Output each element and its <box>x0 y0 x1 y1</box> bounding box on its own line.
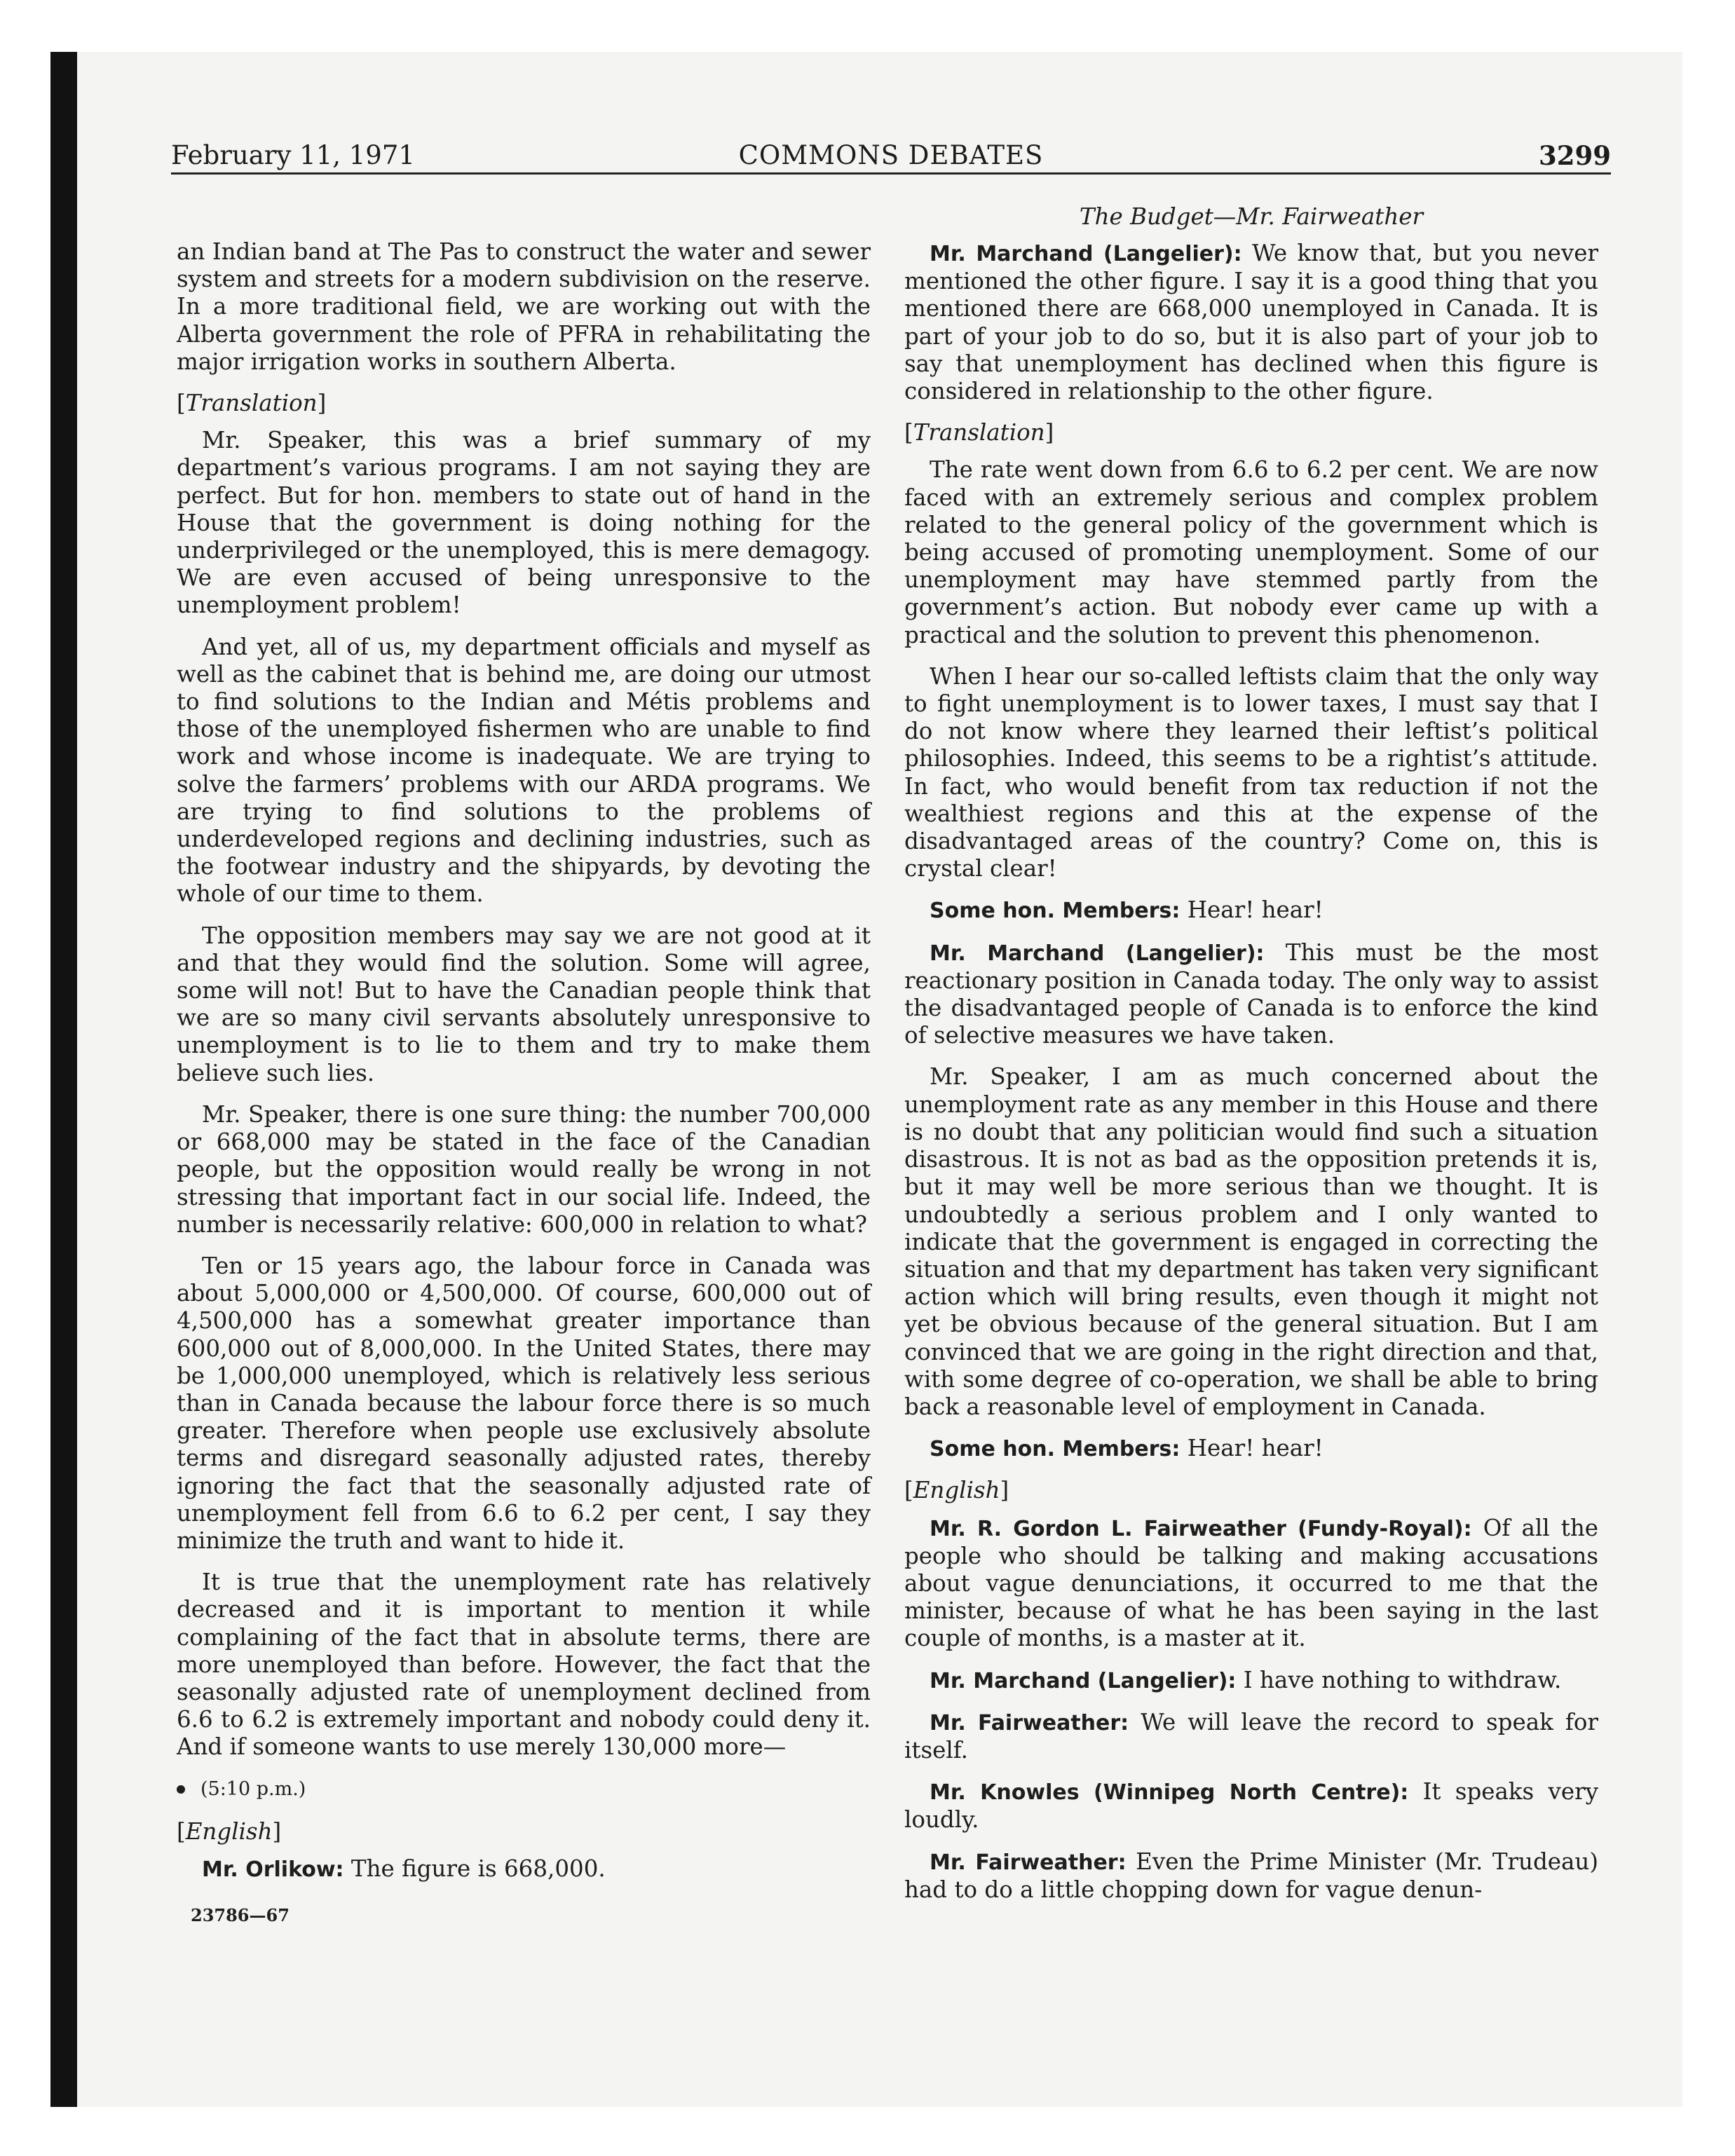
speaker-name: Some hon. Members: <box>930 899 1181 924</box>
time-stamp: (5:10 p.m.) <box>177 1775 871 1803</box>
right-column <box>904 240 1598 1918</box>
paragraph: The opposition members may say we are not good at it and that they would find the solution. Some will agree, some will not! But to have the Canadian people think that we are so many civil servants absolutely unresponsive to unemployment is to lie to them and try to make them believe such lies. <box>177 922 871 1086</box>
speaker-name: Mr. Orlikow: <box>202 1857 344 1882</box>
bullet-icon <box>177 1785 185 1794</box>
page-header <box>171 140 1611 174</box>
paragraph: The rate went down from 6.6 to 6.2 per cent. We are now faced with an extremely serious and complex problem related to the general policy of the government which is being accused of promoting unemployment. Some of our unemployment may have stemmed partly from the government’s action. But nobody ever came up with a practical and the solution to prevent this phenomenon. <box>904 456 1598 648</box>
speech: Mr. Marchand (Langelier): We know that, but you never mentioned the other figure. I say it is a good thing that you mentioned there are 668,000 unemployed in Canada. It is part of your job to do so, but it is also part of your job to say that unemployment has declined when this figure is considered in relationship to the other figure. <box>904 240 1598 405</box>
header-publication: COMMONS DEBATES <box>738 140 1044 170</box>
speech: Mr. R. Gordon L. Fairweather (Fundy-Royal): Of all the people who should be talking and making accusations about vague denunciations, it occurred to me that the minister, because of what he has been saying in the last couple of months, is a master at it. <box>904 1514 1598 1652</box>
speech: Some hon. Members: Hear! hear! <box>930 1435 1324 1462</box>
paragraph: And yet, all of us, my department officials and myself as well as the cabinet that is behind me, are doing our utmost to find solutions to the Indian and Métis problems and those of the unemployed fishermen who are unable to find work and whose income is inadequate. We are trying to solve the farmers’ problems with our ARDA programs. We are trying to find solutions to the problems of underdeveloped regions and declining industries, such as the footwear industry and the shipyards, by devoting the whole of our time to them. <box>177 633 871 908</box>
speaker-name: Mr. Fairweather: <box>930 1710 1129 1735</box>
speaker-name: Mr. Marchand (Langelier): <box>930 1668 1237 1693</box>
header-date: February 11, 1971 <box>171 140 415 170</box>
header-rule <box>171 172 1611 175</box>
speech: Mr. Marchand (Langelier): I have nothing to withdraw. <box>930 1666 1562 1693</box>
speech: Mr. Fairweather: Even the Prime Minister (Mr. Trudeau) had to do a little chopping down for vague denun- <box>904 1848 1598 1903</box>
speaker-name: Mr. Marchand (Langelier): <box>930 242 1242 266</box>
left-column <box>177 238 871 1943</box>
language-tag: [Translation] <box>177 390 327 417</box>
language-tag: [Translation] <box>904 419 1054 446</box>
language-tag: [English] <box>177 1817 282 1845</box>
speech: Mr. Marchand (Langelier): This must be the most reactionary position in Canada today. The only way to assist the disadvantaged people of Canada is to enforce the kind of selective measures we have taken. <box>904 939 1598 1049</box>
paragraph: an Indian band at The Pas to construct the water and sewer system and streets for a modern subdivision on the reserve. In a more traditional field, we are working out with the Alberta government the role of PFRA in rehabilitating the major irrigation works in southern Alberta. <box>177 238 871 375</box>
speaker-name: Mr. Knowles (Winnipeg North Centre): <box>930 1780 1409 1806</box>
running-head: The Budget—Mr. Fairweather <box>1079 203 1424 230</box>
speech: Mr. Fairweather: We will leave the record to speak for itself. <box>904 1708 1598 1763</box>
speaker-name: Mr. Fairweather: <box>930 1850 1127 1875</box>
speaker-name: Mr. R. Gordon L. Fairweather (Fundy-Royal): <box>930 1516 1472 1541</box>
paragraph: Mr. Speaker, I am as much concerned about the unemployment rate as any member in this House and there is no doubt that any politician would find such a situation disastrous. It is not as bad as the opposition pretends it is, but it may well be more serious than we thought. It is undoubtedly a serious problem and I only wanted to indicate that the government is engaged in correcting the situation and that my department has taken very significant action which will bring results, even though it might not yet be obvious because of the general situation. But I am convinced that we are going in the right direction and that, with some degree of co-operation, we shall be able to bring back a reasonable level of employment in Canada. <box>904 1063 1598 1420</box>
binding-edge <box>50 52 77 2107</box>
speaker-name: Some hon. Members: <box>930 1437 1181 1462</box>
paragraph: Mr. Speaker, this was a brief summary of my department’s various programs. I am not saying they are perfect. But for hon. members to state out of hand in the House that the government is doing nothing for the underprivileged or the unemployed, this is mere demagogy. We are even accused of being unresponsive to the unemployment problem! <box>177 427 871 619</box>
speech: Mr. Orlikow: The figure is 668,000. <box>202 1855 606 1882</box>
paragraph: Ten or 15 years ago, the labour force in Canada was about 5,000,000 or 4,500,000. Of course, 600,000 out of 4,500,000 has a somewhat greater importance than 600,000 out of 8,000,000. In the United States, there may be 1,000,000 unemployed, which is relatively less serious than in Canada because the labour force there is so much greater. Therefore when people use exclusively absolute terms and disregard seasonally adjusted rates, thereby ignoring the fact that the seasonally adjusted rate of unemployment fell from 6.6 to 6.2 per cent, I say they minimize the truth and want to hide it. <box>177 1252 871 1554</box>
speech: Some hon. Members: Hear! hear! <box>930 896 1324 924</box>
header-page-number: 3299 <box>1539 140 1611 171</box>
sheet-number: 23786—67 <box>191 1905 290 1926</box>
paragraph: When I hear our so-called leftists claim that the only way to fight unemployment is to lower taxes, I must say that I do not know where they learned their leftist’s political philosophies. Indeed, this seems to be a rightist’s attitude. In fact, who would benefit from tax reduction if not the wealthiest regions and this at the expense of the disadvantaged areas of the country? Come on, this is crystal clear! <box>904 662 1598 882</box>
speech: Mr. Knowles (Winnipeg North Centre): It speaks very loudly. <box>904 1778 1598 1834</box>
paragraph: It is true that the unemployment rate has relatively decreased and it is important to mention it while complaining of the fact that in absolute terms, there are more unemployed than before. However, the fact that the seasonally adjusted rate of unemployment declined from 6.6 to 6.2 is extremely important and nobody could deny it. And if someone wants to use merely 130,000 more— <box>177 1569 871 1761</box>
language-tag: [English] <box>904 1477 1009 1504</box>
speaker-name: Mr. Marchand (Langelier): <box>930 941 1265 966</box>
paragraph: Mr. Speaker, there is one sure thing: the number 700,000 or 668,000 may be stated in the face of the Canadian people, but the opposition would really be wrong in not stressing that important fact in our social life. Indeed, the number is necessarily relative: 600,000 in relation to what? <box>177 1100 871 1238</box>
